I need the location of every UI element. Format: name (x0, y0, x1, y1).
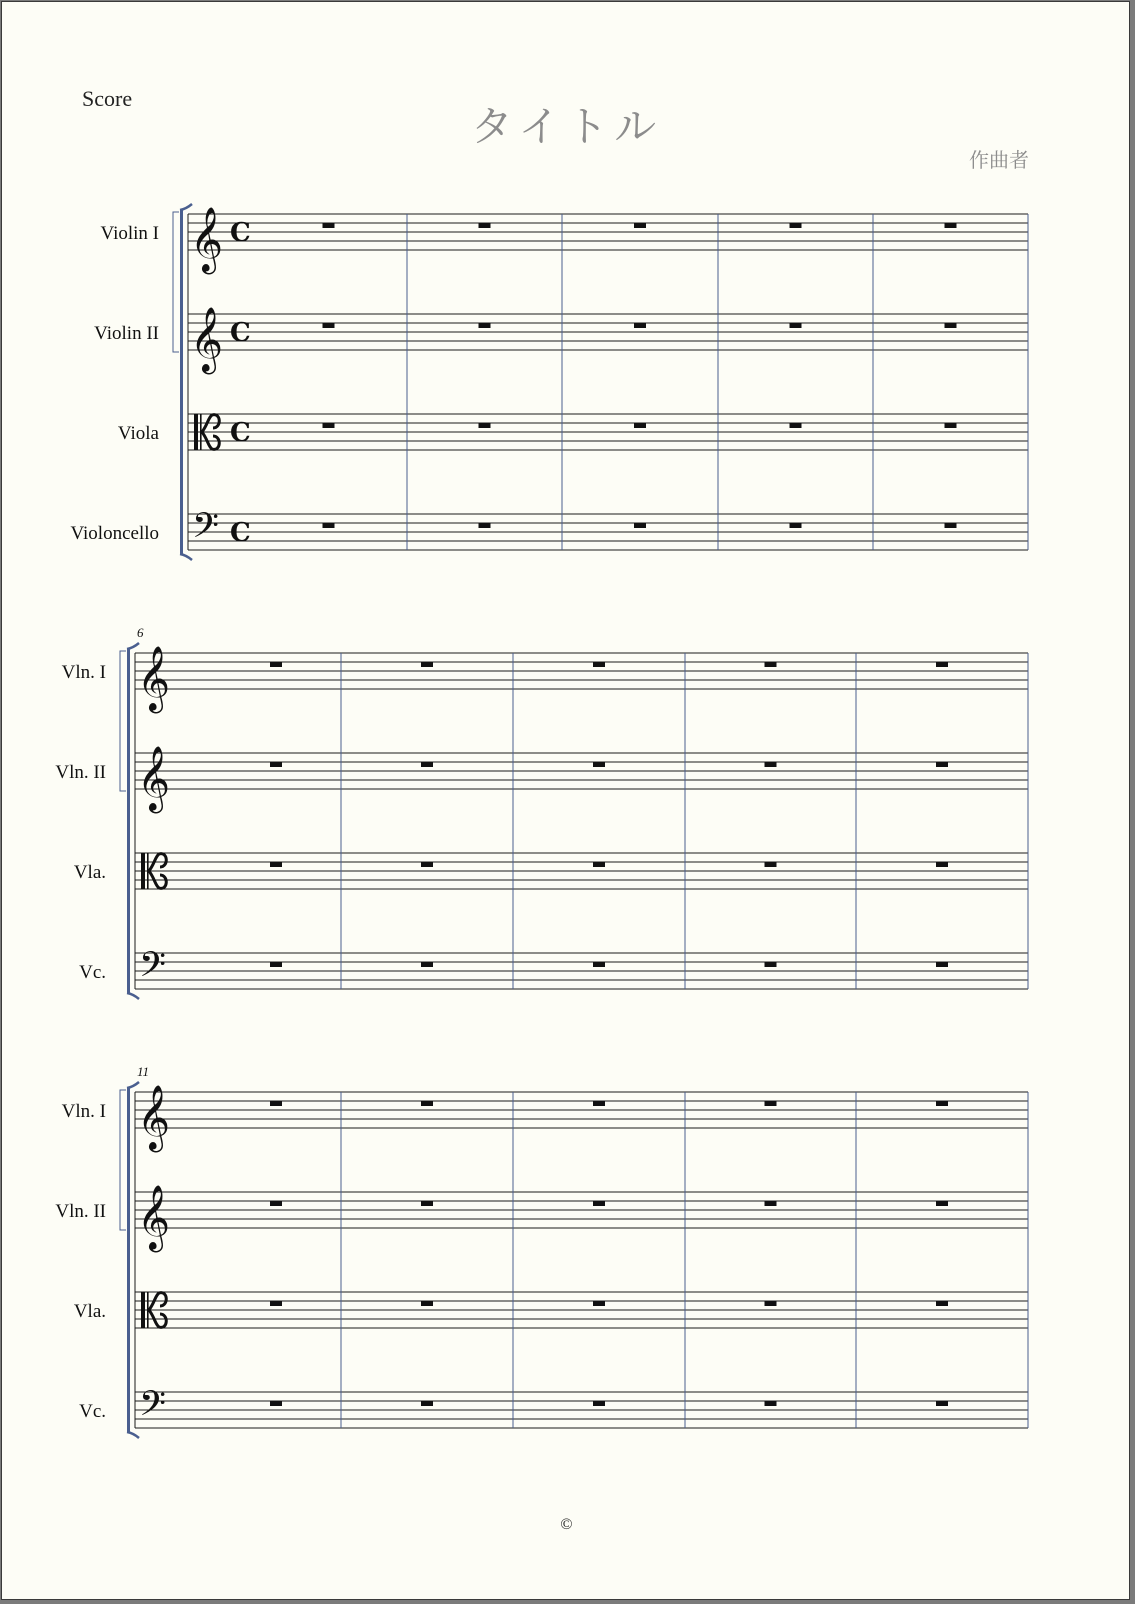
whole-rest (270, 662, 282, 667)
whole-rest (421, 1101, 433, 1106)
whole-rest (945, 423, 957, 428)
whole-rest (790, 223, 802, 228)
whole-rest (323, 523, 335, 528)
whole-rest (634, 423, 646, 428)
instrument-name[interactable]: Vln. I (61, 1101, 106, 1122)
whole-rest (421, 1201, 433, 1206)
time-signature: C (230, 518, 251, 548)
instrument-name[interactable]: Vln. II (55, 1201, 106, 1222)
instrument-name[interactable]: Vln. II (55, 762, 106, 783)
system-bracket (127, 649, 130, 993)
instrument-name[interactable]: Violin II (94, 323, 159, 344)
whole-rest (270, 1201, 282, 1206)
system-bracket (180, 210, 183, 554)
whole-rest (765, 762, 777, 767)
whole-rest (593, 762, 605, 767)
whole-rest (270, 762, 282, 767)
whole-rest (936, 662, 948, 667)
whole-rest (936, 1201, 948, 1206)
whole-rest (765, 1401, 777, 1406)
whole-rest (479, 323, 491, 328)
whole-rest (479, 423, 491, 428)
instrument-name[interactable]: Viola (117, 423, 159, 444)
instrument-name[interactable]: Violin I (100, 223, 159, 244)
instrument-name[interactable]: Vc. (79, 1401, 106, 1422)
whole-rest (945, 223, 957, 228)
whole-rest (765, 662, 777, 667)
score-page (1, 1, 1130, 1600)
whole-rest (270, 1401, 282, 1406)
instrument-name[interactable]: Violoncello (70, 523, 159, 544)
whole-rest (936, 1101, 948, 1106)
whole-rest (790, 523, 802, 528)
instrument-name[interactable]: Vln. I (61, 662, 106, 683)
whole-rest (270, 1301, 282, 1306)
whole-rest (634, 223, 646, 228)
score-label: Score (82, 86, 133, 111)
system-bracket (127, 1088, 130, 1432)
whole-rest (421, 1401, 433, 1406)
time-signature: C (230, 418, 251, 448)
copyright-text[interactable]: © (560, 1516, 573, 1533)
whole-rest (945, 523, 957, 528)
whole-rest (270, 962, 282, 967)
whole-rest (421, 862, 433, 867)
whole-rest (765, 962, 777, 967)
whole-rest (479, 223, 491, 228)
whole-rest (421, 1301, 433, 1306)
instrument-name[interactable]: Vla. (73, 1301, 106, 1322)
violin-sub-bracket (120, 651, 126, 791)
whole-rest (945, 323, 957, 328)
bass-clef-icon: 𝄢 (139, 944, 167, 993)
whole-rest (790, 323, 802, 328)
instrument-name[interactable]: Vla. (73, 862, 106, 883)
whole-rest (421, 962, 433, 967)
whole-rest (323, 423, 335, 428)
time-signature: C (230, 318, 251, 348)
measure-number: 11 (137, 1064, 150, 1079)
whole-rest (634, 323, 646, 328)
bass-clef-icon: 𝄢 (192, 505, 220, 554)
treble-clef-icon: 𝄞 (137, 646, 171, 711)
score-title[interactable]: タイトル (470, 102, 663, 151)
alto-clef-icon (141, 1292, 145, 1328)
whole-rest (765, 1301, 777, 1306)
whole-rest (936, 1401, 948, 1406)
whole-rest (593, 1201, 605, 1206)
score-notation (2, 2, 1131, 1601)
whole-rest (270, 862, 282, 867)
alto-clef-icon (194, 414, 198, 450)
whole-rest (323, 323, 335, 328)
violin-sub-bracket (120, 1090, 126, 1230)
composer-name[interactable]: 作曲者 (969, 148, 1029, 172)
whole-rest (936, 962, 948, 967)
bracket-bottom-hook (127, 1432, 139, 1438)
treble-clef-icon: 𝄞 (137, 1085, 171, 1150)
bracket-bottom-hook (127, 993, 139, 999)
time-signature: C (230, 218, 251, 248)
whole-rest (479, 523, 491, 528)
whole-rest (765, 1201, 777, 1206)
whole-rest (936, 762, 948, 767)
whole-rest (593, 1301, 605, 1306)
alto-clef-stem (147, 853, 149, 889)
whole-rest (593, 1101, 605, 1106)
whole-rest (634, 523, 646, 528)
whole-rest (593, 662, 605, 667)
whole-rest (270, 1101, 282, 1106)
treble-clef-icon: 𝄞 (137, 746, 171, 811)
whole-rest (323, 223, 335, 228)
whole-rest (593, 862, 605, 867)
whole-rest (790, 423, 802, 428)
whole-rest (765, 1101, 777, 1106)
treble-clef-icon: 𝄞 (137, 1185, 171, 1250)
treble-clef-icon: 𝄞 (190, 207, 224, 272)
whole-rest (593, 962, 605, 967)
alto-clef-icon (141, 853, 145, 889)
whole-rest (593, 1401, 605, 1406)
measure-number: 6 (137, 625, 144, 640)
violin-sub-bracket (173, 212, 179, 352)
whole-rest (765, 862, 777, 867)
bass-clef-icon: 𝄢 (139, 1383, 167, 1432)
whole-rest (421, 762, 433, 767)
whole-rest (421, 662, 433, 667)
instrument-name[interactable]: Vc. (79, 962, 106, 983)
whole-rest (936, 1301, 948, 1306)
alto-clef-stem (147, 1292, 149, 1328)
alto-clef-stem (200, 414, 202, 450)
whole-rest (936, 862, 948, 867)
treble-clef-icon: 𝄞 (190, 307, 224, 372)
bracket-bottom-hook (180, 554, 192, 560)
